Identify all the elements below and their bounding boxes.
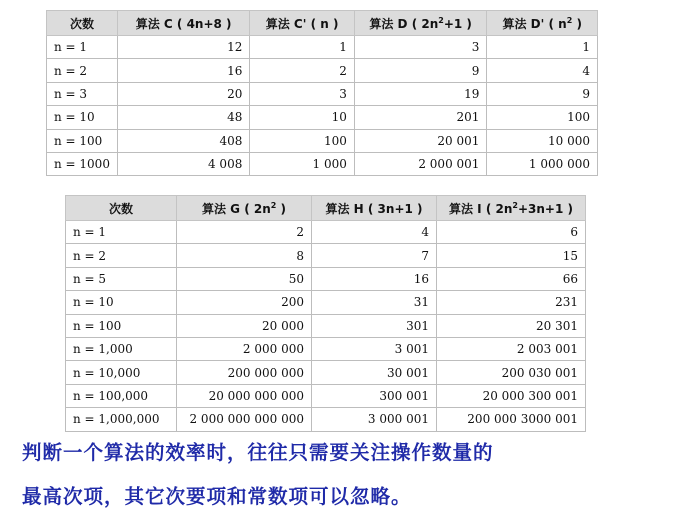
value-cell: 200 000 3000 001 [437, 408, 586, 431]
value-cell: 1 000 000 [487, 152, 598, 175]
row-label-cell: n = 10,000 [66, 361, 177, 384]
table-row [66, 361, 586, 384]
value-cell: 9 [354, 59, 487, 82]
value-cell: 1 [250, 36, 355, 59]
value-cell: 200 030 001 [437, 361, 586, 384]
value-cell: 31 [312, 291, 437, 314]
header-cell: 算法 D' ( $n^2$ ) [487, 11, 598, 36]
value-cell: 2 000 000 [177, 337, 312, 360]
row-label-cell: n = 3 [47, 82, 118, 105]
value-cell: 3 [354, 36, 487, 59]
header-cell: 算法 I ( $2n^2+3n+1$ ) [437, 196, 586, 221]
row-label-cell: n = 1,000 [66, 337, 177, 360]
row-label-cell: n = 10 [47, 106, 118, 129]
comparison-table-2 [65, 195, 586, 432]
value-cell: 2 000 000 000 000 [177, 408, 312, 431]
value-cell: 10 [250, 106, 355, 129]
row-label-cell: n = 5 [66, 267, 177, 290]
table-header-row [66, 196, 586, 221]
value-cell: 2 003 001 [437, 337, 586, 360]
row-label-cell: n = 2 [47, 59, 118, 82]
row-label-cell: n = 1,000,000 [66, 408, 177, 431]
value-cell: 20 [117, 82, 249, 105]
value-cell: 15 [437, 244, 586, 267]
table-row [66, 408, 586, 431]
table-row [66, 267, 586, 290]
header-cell: 算法 G ( $2n^2$ ) [177, 196, 312, 221]
header-cell: 次数 [66, 196, 177, 221]
value-cell: 8 [177, 244, 312, 267]
value-cell: 100 [487, 106, 598, 129]
header-cell: 算法 D ( $2n^2+1$ ) [354, 11, 487, 36]
table-row [66, 291, 586, 314]
value-cell: 2 [250, 59, 355, 82]
comparison-table-1 [46, 10, 598, 176]
value-cell: 200 [177, 291, 312, 314]
table-row [66, 384, 586, 407]
row-label-cell: n = 100 [47, 129, 118, 152]
header-cell: 次数 [47, 11, 118, 36]
header-cell: 算法 C ( 4n+8 ) [117, 11, 249, 36]
value-cell: 1 000 [250, 152, 355, 175]
value-cell: 20 000 000 000 [177, 384, 312, 407]
value-cell: 7 [312, 244, 437, 267]
header-cell: 算法 H ( 3n+1 ) [312, 196, 437, 221]
value-cell: 6 [437, 221, 586, 244]
value-cell: 20 301 [437, 314, 586, 337]
table-row [66, 337, 586, 360]
value-cell: 4 [487, 59, 598, 82]
row-label-cell: n = 1 [47, 36, 118, 59]
table-row [47, 152, 598, 175]
row-label-cell: n = 10 [66, 291, 177, 314]
header-cell: 算法 C' ( n ) [250, 11, 355, 36]
value-cell: 3 001 [312, 337, 437, 360]
value-cell: 4 008 [117, 152, 249, 175]
table-row [47, 106, 598, 129]
table-row [66, 221, 586, 244]
value-cell: 2 [177, 221, 312, 244]
row-label-cell: n = 2 [66, 244, 177, 267]
value-cell: 9 [487, 82, 598, 105]
value-cell: 16 [117, 59, 249, 82]
value-cell: 66 [437, 267, 586, 290]
table-row [47, 59, 598, 82]
value-cell: 20 001 [354, 129, 487, 152]
value-cell: 3 000 001 [312, 408, 437, 431]
value-cell: 48 [117, 106, 249, 129]
row-label-cell: n = 1000 [47, 152, 118, 175]
table-header-row [47, 11, 598, 36]
row-label-cell: n = 100 [66, 314, 177, 337]
note-line-2: 最高次项，其它次要项和常数项可以忽略。 [22, 485, 412, 508]
row-label-cell: n = 100,000 [66, 384, 177, 407]
value-cell: 301 [312, 314, 437, 337]
note-line-1: 判断一个算法的效率时，往往只需要关注操作数量的 [22, 441, 494, 464]
value-cell: 12 [117, 36, 249, 59]
value-cell: 200 000 000 [177, 361, 312, 384]
table-row [66, 314, 586, 337]
table-row [66, 244, 586, 267]
value-cell: 50 [177, 267, 312, 290]
value-cell: 30 001 [312, 361, 437, 384]
value-cell: 201 [354, 106, 487, 129]
value-cell: 20 000 [177, 314, 312, 337]
value-cell: 16 [312, 267, 437, 290]
value-cell: 2 000 001 [354, 152, 487, 175]
value-cell: 300 001 [312, 384, 437, 407]
value-cell: 20 000 300 001 [437, 384, 586, 407]
value-cell: 231 [437, 291, 586, 314]
row-label-cell: n = 1 [66, 221, 177, 244]
value-cell: 3 [250, 82, 355, 105]
value-cell: 408 [117, 129, 249, 152]
table-row [47, 36, 598, 59]
value-cell: 10 000 [487, 129, 598, 152]
value-cell: 100 [250, 129, 355, 152]
table-row [47, 82, 598, 105]
value-cell: 19 [354, 82, 487, 105]
value-cell: 4 [312, 221, 437, 244]
value-cell: 1 [487, 36, 598, 59]
table-row [47, 129, 598, 152]
